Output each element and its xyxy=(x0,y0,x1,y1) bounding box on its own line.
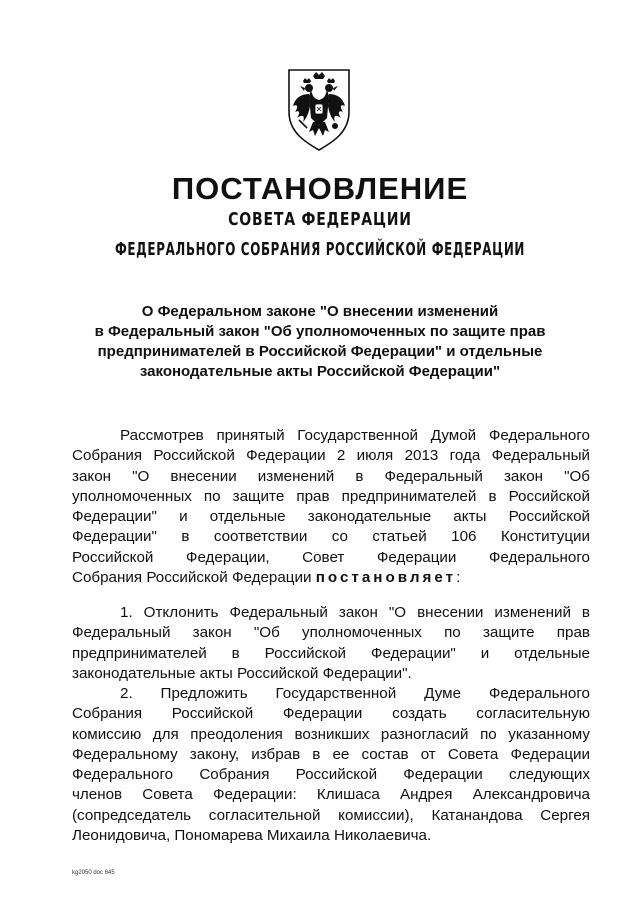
preamble-line: закон "О внесении изменений в Федеральный закон "Об xyxy=(72,467,590,485)
item-2-line: Федеральному закону, избрав в ее состав от Совета Федерации xyxy=(72,745,590,763)
preamble-line: Федерации" и отдельные законодательные акты Российской xyxy=(72,508,590,526)
resolution-item-1 xyxy=(72,603,590,684)
preamble-final-prefix: Собрания Российской Федерации xyxy=(72,569,316,587)
document-file-code: kg2050 doc 645 xyxy=(72,870,115,876)
subject-line: законодательные акты Российской Федерации" xyxy=(139,363,501,380)
item-1-line: Федеральный закон "Об уполномоченных по защите прав xyxy=(72,624,590,642)
item-2-line: 2. Предложить Государственной Думе Федерального xyxy=(120,685,590,702)
item-2-line: Федерального Собрания Российской Федерации следующих xyxy=(72,766,590,784)
item-2-line: комиссию для преодоления возникших разногласий по указанному xyxy=(72,725,590,743)
issuing-body-line-1: СОВЕТА ФЕДЕРАЦИИ xyxy=(228,209,412,230)
coat-of-arms-double-headed-eagle-icon xyxy=(283,66,355,152)
resolves-keyword: постановляет xyxy=(315,569,457,587)
item-1-line: 1. Отклонить Федеральный закон "О внесении изменений в xyxy=(120,604,590,621)
item-1-line: законодательные акты Российской Федерации". xyxy=(72,664,412,682)
item-2-line: (сопредседатель согласительной комиссии), Катанандова Сергея xyxy=(72,806,590,824)
subject-line: в Федеральный закон "Об уполномоченных по защите прав xyxy=(94,323,546,340)
preamble-line: уполномоченных по защите прав предпринимателей в Российской xyxy=(72,487,590,505)
preamble-line: Федерации" в соответствии со статьей 106 Конституции xyxy=(72,528,590,546)
item-1-line: предпринимателей в Российской Федерации" и отдельные xyxy=(72,644,590,662)
item-2-line: членов Совета Федерации: Клишаса Андрея Александровича xyxy=(72,786,590,804)
item-2-line: Леонидовича, Пономарева Михаила Николаевича. xyxy=(72,827,432,845)
coat-of-arms-emblem xyxy=(283,66,355,152)
document-title: ПОСТАНОВЛЕНИЕ xyxy=(171,171,469,206)
preamble-line: Собрания Российской Федерации 2 июля 2013 года Федеральный xyxy=(72,447,590,465)
resolution-subject xyxy=(0,302,640,382)
resolution-item-2 xyxy=(72,684,590,846)
preamble-line: Рассмотрев принятый Государственной Думой Федерального xyxy=(120,427,590,444)
subject-line: предпринимателей в Российской Федерации" и отдельные xyxy=(97,343,543,360)
preamble-paragraph xyxy=(72,426,590,588)
preamble-final-line xyxy=(72,568,590,588)
issuing-body-line-2: ФЕДЕРАЛЬНОГО СОБРАНИЯ РОССИЙСКОЙ ФЕДЕРАЦИИ xyxy=(114,239,526,260)
preamble-line: Российской Федерации, Совет Федерации Федерального xyxy=(72,548,590,566)
item-2-line: Собрания Российской Федерации создать согласительную xyxy=(72,705,590,723)
subject-line: О Федеральном законе "О внесении изменений xyxy=(141,303,499,320)
preamble-final-suffix: : xyxy=(456,569,461,587)
